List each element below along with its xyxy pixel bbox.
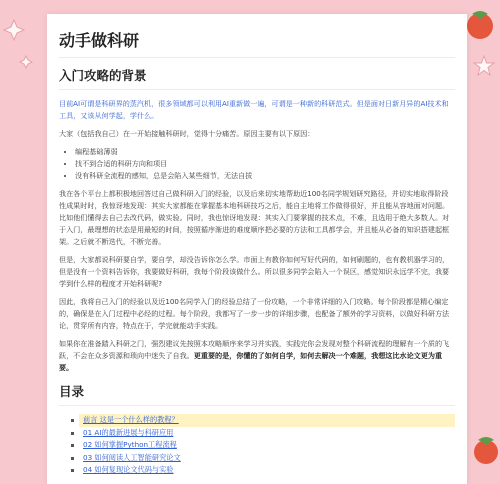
toc-item-01 [79, 427, 455, 440]
document-page [47, 14, 467, 484]
list-item: • 没有科研全流程的感知，总是会陷入某些细节，无法自拔 [75, 170, 455, 182]
toc-item-03 [79, 452, 455, 465]
toc-item-preface [79, 414, 455, 427]
list-item: • 找不到合适的科研方向和项目 [75, 158, 455, 170]
toc-heading: 目录 [59, 382, 455, 406]
paragraph-summary: 因此，我将自己入门的经验以及近100名同学入门的经验总结了一份攻略，一个非常详细的入门攻略。每个阶段都是精心编定的，确保是在入门过程中必经的过程。每个阶段，我都写了一步一步的详细步骤，也配备了额外的学习资料，以做好科研方法论，贯穿所有内容，特点在于，学完就能动手实践。 [59, 297, 450, 330]
section-heading-background: 入门攻略的背景 [59, 66, 455, 90]
intro-text: 目前AI可谓是科研界的蒸汽机，很多领域都可以利用AI重新做一遍，可谓是一种新的科研范式。但是面对日新月异的AI技术和工具，又该从何学起，学什么。 [59, 99, 449, 120]
page-title: 动手做科研 [59, 28, 455, 58]
toc-link[interactable]: 前言 这是一个什么样的教程？ [83, 415, 179, 424]
paragraph-experience: 我在各个平台上都积极地回答过自己做科研入门的经验，以及后来切实地帮助近100名同学规划研究路径，并切实地取得阶段性成果时时，我惊讶地发现：其实大家都能在掌握基本地科研技巧之后，能自主地将工作做得很好，并且能从容地面对问题。比如他们懂得去自己去改代码，做实验。同时，我也惊讶地发现：其实入门要掌握的技术点，不难，且选用于绝大多数人。对于入门，最理想的状态是用最短的时间，按照循序渐进的难度顺序把必要的方法和工具都学会，并且能从必备的知识搭建起框架。之后就不断迭代，不断完善。 [59, 189, 450, 246]
toc-link[interactable]: 03 如何阅读人工智能研究论文 [83, 452, 181, 462]
recommendation-emphasis: 更重要的是，你懂的了如何自学，如何去解决一个难题，我想这比水论文更为重要。 [59, 351, 443, 372]
paragraph-intro [59, 98, 455, 122]
tomato-decoration-icon [470, 428, 500, 466]
paragraph-reasons-lead: 大家（包括我自己）在一开始接触科研时，觉得十分痛苦。原因主要有以下原因： [59, 129, 315, 138]
recommendation-text: 如果你在准备踏入科研之门，强烈建议先按照本攻略顺序来学习并实践，实践完你会发现对整个科研流程的理解有一个质的飞跃，不会在众多资源和琐向中迷失了自我。 [59, 339, 450, 360]
toc-link[interactable]: 04 如何复现论文代码与实验 [83, 465, 174, 474]
star-decoration-icon [472, 54, 496, 78]
toc-link[interactable]: 02 如何掌握Python工程流程 [83, 440, 177, 449]
reasons-list [59, 146, 455, 182]
paragraph-recommendation [59, 338, 455, 374]
toc-link[interactable]: 01 AI的最新进展与科研应用 [83, 427, 174, 437]
list-item: • 编程基础薄弱 [75, 146, 455, 158]
paragraph-problem: 但是，大家都说科研要自学，要自学，却没告诉你怎么学。市面上有教你如何写好代码的，如何刷题的，也有教机器学习的，但是没有一个资料告诉你，我要做好科研，我每个阶段该做什么。所以很多同学会陷入一个误区，感觉知识永远学不完，我要学到什么样的程度才开始科研呢? [59, 255, 450, 288]
tomato-decoration-icon [462, 4, 500, 44]
toc-item-02 [79, 439, 455, 452]
table-of-contents [59, 414, 455, 477]
